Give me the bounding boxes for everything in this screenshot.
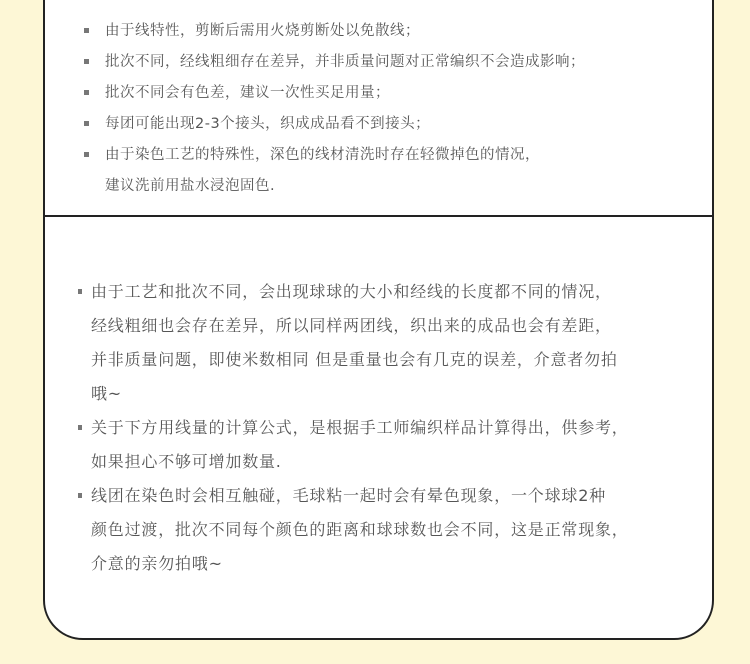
- list-item-text: 由于染色工艺的特殊性，深色的线材清洗时存在轻微掉色的情况，: [105, 147, 540, 163]
- bullet-icon: [84, 90, 89, 95]
- list-item: [80, 16, 700, 47]
- list-item: [80, 47, 700, 78]
- list-item: [77, 479, 697, 581]
- list-item-text: 如果担心不够可增加数量.: [91, 452, 282, 471]
- list-item: [77, 275, 697, 411]
- list-item: [80, 140, 700, 202]
- list-item: [80, 109, 700, 140]
- list-item-text: 由于线特性，剪断后需用火烧剪断处以免散线；: [105, 23, 420, 39]
- list-item-text: 由于工艺和批次不同，会出现球球的大小和经线的长度都不同的情况，: [91, 282, 612, 301]
- bullet-icon: [78, 493, 82, 498]
- bullet-icon: [84, 121, 89, 126]
- list-item-text: 每团可能出现2-3个接头，织成成品看不到接头；: [105, 116, 431, 132]
- list-item-text: 并非质量问题，即使米数相同 但是重量也会有几克的误差，介意者勿拍: [91, 350, 618, 369]
- bullet-icon: [78, 289, 82, 294]
- list-item-text: 批次不同，经线粗细存在差异，并非质量问题对正常编织不会造成影响；: [105, 54, 585, 70]
- list-item-text: 关于下方用线量的计算公式，是根据手工师编织样品计算得出，供参考，: [91, 418, 629, 437]
- list-item-text: 批次不同会有色差，建议一次性买足用量；: [105, 85, 390, 101]
- bullet-icon: [84, 152, 89, 157]
- list-item-text: 线团在染色时会相互触碰，毛球粘一起时会有晕色现象，一个球球2种: [91, 486, 606, 505]
- list-item-text: 介意的亲勿拍哦~: [91, 554, 223, 573]
- section-divider: [43, 215, 714, 217]
- bullet-icon: [84, 28, 89, 33]
- list-item-text: 经线粗细也会存在差异，所以同样两团线，织出来的成品也会有差距，: [91, 316, 612, 335]
- list-item-text: 哦~: [91, 384, 123, 403]
- list-item-text: 建议洗前用盐水浸泡固色.: [105, 178, 276, 194]
- bullet-icon: [78, 425, 82, 430]
- care-notes-list: [80, 16, 700, 202]
- list-item: [80, 78, 700, 109]
- list-item: [77, 411, 697, 479]
- variation-notes-list: [77, 275, 697, 581]
- bullet-icon: [84, 59, 89, 64]
- list-item-text: 颜色过渡，批次不同每个颜色的距离和球球数也会不同，这是正常现象，: [91, 520, 629, 539]
